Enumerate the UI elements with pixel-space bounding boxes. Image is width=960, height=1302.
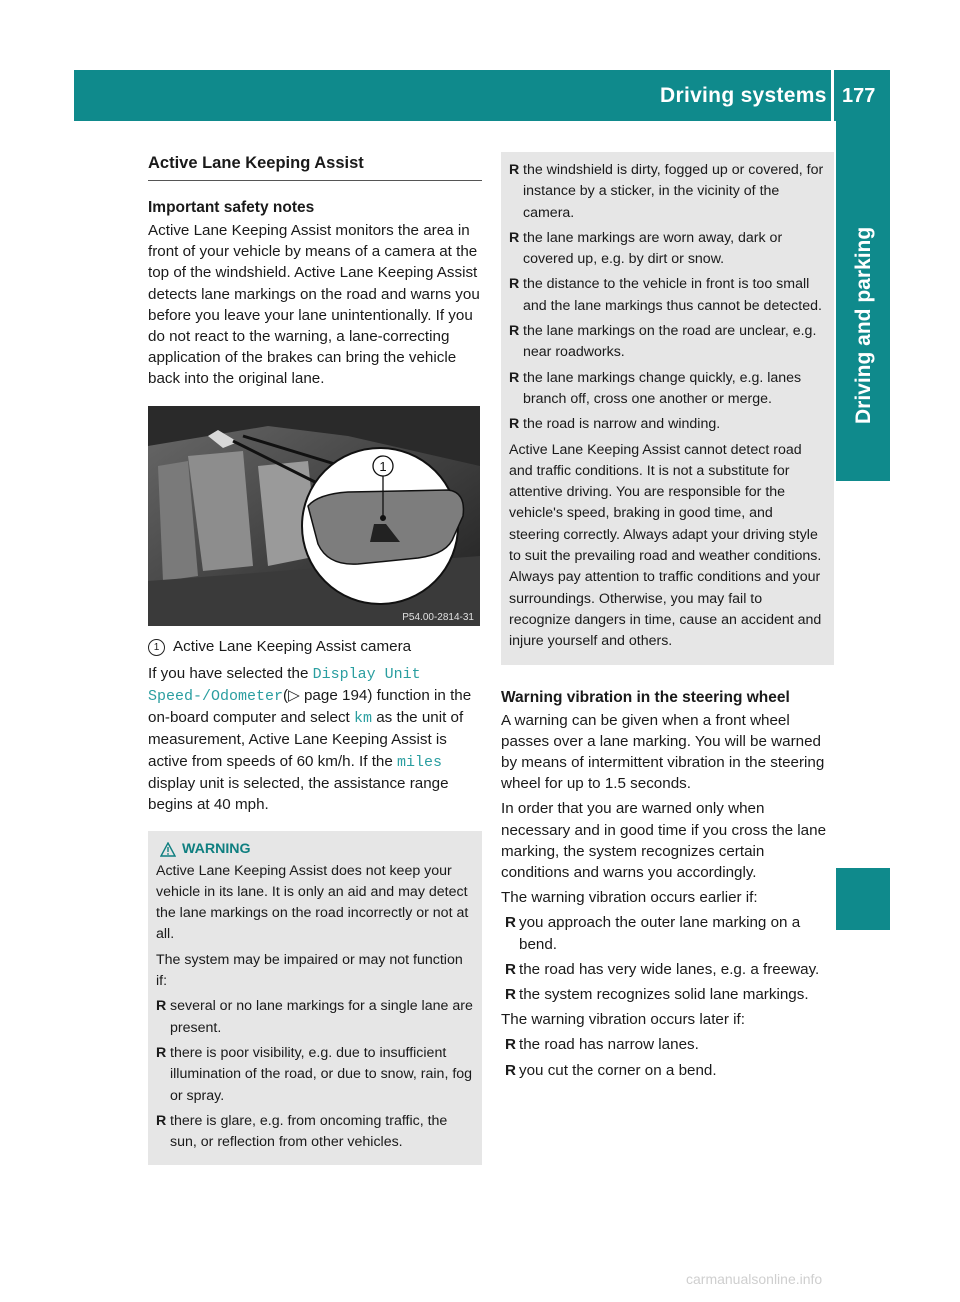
- list-item-text: the distance to the vehicle in front is too small and the lane markings thus cannot be detected.: [523, 276, 822, 314]
- later-intro: The warning vibration occurs later if:: [501, 1011, 745, 1029]
- list-item-text: the system recognizes solid lane markings.: [519, 985, 809, 1003]
- caption-number: 1: [148, 639, 165, 656]
- list-item: R the road has narrow lanes.: [501, 1034, 834, 1055]
- list-item-text: the lane markings on the road are unclear, e.g. near roadworks.: [523, 323, 817, 361]
- warning-triangle-icon: [160, 842, 176, 857]
- vibration-text-1: A warning can be given when a front wheel passes over a lane marking. You will be warned by means of intermittent vibration in the steering wheel for up to 1.5 seconds.: [501, 711, 825, 793]
- list-item: R the lane markings are worn away, dark or covered up, e.g. by dirt or snow.: [509, 228, 826, 271]
- warning-heading: [160, 839, 474, 860]
- list-item: R the road has very wide lanes, e.g. a freeway.: [501, 959, 834, 980]
- list-item: R the windshield is dirty, fogged up or covered, for instance by a sticker, in the vicinity of the camera.: [509, 160, 826, 224]
- list-item-text: the road is narrow and winding.: [523, 416, 721, 433]
- camera-illustration: [148, 406, 480, 626]
- list-item: R there is poor visibility, e.g. due to insufficient illumination of the road, or due to snow, rain, fog or spray.: [156, 1043, 474, 1107]
- page-header: [74, 70, 890, 121]
- intro-paragraph: Active Lane Keeping Assist monitors the area in front of your vehicle by means of a camera at the top of the windshield. Active Lane Keeping Assist detects lane markings on the road and warns you before you leave your lane unintentionally. If you do not react to the warning, a lane-correcting application of the brakes can bring the vehicle back into the original lane.: [148, 222, 480, 388]
- list-item: R the lane markings change quickly, e.g. lanes branch off, cross one another or merge.: [509, 368, 826, 411]
- list-item-text: the lane markings are worn away, dark or covered up, e.g. by dirt or snow.: [523, 229, 783, 268]
- header-separator: [831, 70, 834, 121]
- side-tab-label: Driving and parking: [852, 226, 875, 424]
- list-item: R the distance to the vehicle in front is too small and the lane markings thus cannot be detected.: [509, 274, 826, 317]
- vibration-text-2: In order that you are warned only when necessary and in good time if you cross the lane marking, the system recognizes certain conditions and warns you accordingly.: [501, 800, 827, 881]
- list-item: R the lane markings on the road are unclear, e.g. near roadworks.: [509, 321, 826, 364]
- list-item: R the road is narrow and winding.: [509, 414, 826, 435]
- speed-paragraph: [148, 663, 482, 815]
- figure-caption: [148, 636, 482, 657]
- footer-watermark: carmanualsonline.info: [686, 1271, 823, 1287]
- list-item-text: there is poor visibility, e.g. due to insufficient illumination of the road, or due to snow, rain, fog or spray.: [170, 1044, 473, 1104]
- responsibility-text: Active Lane Keeping Assist cannot detect road and traffic conditions. It is not a substitute for attentive driving. You are responsible for the vehicle's speed, braking in good time, and steering correctly. Always adapt your driving style to suit the prevailing road and weather conditions. Always pay attention to traffic conditions and your surroundings. Otherwise, you may fail to recognize dangers in time, cause an accident and injure yourself and others.: [509, 441, 822, 650]
- figure-code: P54.00-2814-31: [402, 611, 474, 623]
- left-column: [148, 152, 482, 1165]
- list-item-text: several or no lane markings for a single lane are present.: [170, 998, 473, 1036]
- vibration-heading: Warning vibration in the steering wheel: [501, 688, 790, 706]
- speed-text-d: display unit is selected, the assistance range begins at 40 mph.: [148, 774, 449, 814]
- safety-heading: Important safety notes: [148, 199, 315, 216]
- list-item: R you cut the corner on a bend.: [501, 1060, 834, 1081]
- list-item-text: you approach the outer lane marking on a bend.: [519, 914, 801, 953]
- speed-text-b: (▷ page 194) function in the on-board computer and select: [148, 687, 472, 727]
- warning-label: WARNING: [182, 841, 251, 858]
- km-setting: km: [354, 710, 373, 728]
- list-item: R the system recognizes solid lane markings.: [501, 984, 834, 1005]
- caption-text: Active Lane Keeping Assist camera: [173, 637, 412, 655]
- camera-figure: [148, 406, 480, 626]
- list-item-text: you cut the corner on a bend.: [519, 1061, 717, 1079]
- warning-text-1: Active Lane Keeping Assist does not keep your vehicle in its lane. It is only an aid and may detect the lane markings on the road incorrectly or not at all.: [156, 862, 469, 943]
- warning-box-continued: [501, 152, 834, 665]
- right-column: [501, 152, 834, 1085]
- speed-text-a: If you have selected the: [148, 664, 313, 682]
- list-item-text: the windshield is dirty, fogged up or covered, for instance by a sticker, in the vicinity of the camera.: [523, 162, 824, 221]
- list-item-text: the lane markings change quickly, e.g. lanes branch off, cross one another or merge.: [523, 369, 802, 407]
- list-item: R there is glare, e.g. from oncoming traffic, the sun, or reflection from other vehicles.: [156, 1111, 474, 1154]
- page-number: 177: [842, 85, 876, 107]
- miles-setting: miles: [397, 753, 443, 771]
- list-item: R several or no lane markings for a single lane are present.: [156, 996, 474, 1039]
- display-unit-menu: Display Unit Speed-/Odometer: [148, 665, 421, 706]
- warning-text-2: The system may be impaired or may not function if:: [156, 951, 463, 990]
- figure-callout-number: 1: [379, 458, 387, 474]
- list-item-text: the road has very wide lanes, e.g. a freeway.: [519, 960, 820, 978]
- side-marker: [836, 868, 890, 930]
- speed-text-c: as the unit of measurement, Active Lane Keeping Assist is active from speeds of 60 km/h. If the: [148, 709, 464, 770]
- list-item-text: the road has narrow lanes.: [519, 1036, 699, 1054]
- section-title: Active Lane Keeping Assist: [148, 152, 482, 181]
- warning-box: [148, 831, 482, 1165]
- chapter-title: Driving systems: [660, 84, 827, 107]
- list-item: R you approach the outer lane marking on a bend.: [501, 912, 834, 954]
- earlier-intro: The warning vibration occurs earlier if:: [501, 889, 758, 907]
- list-item-text: there is glare, e.g. from oncoming traffic, the sun, or reflection from other vehicles.: [170, 1112, 448, 1151]
